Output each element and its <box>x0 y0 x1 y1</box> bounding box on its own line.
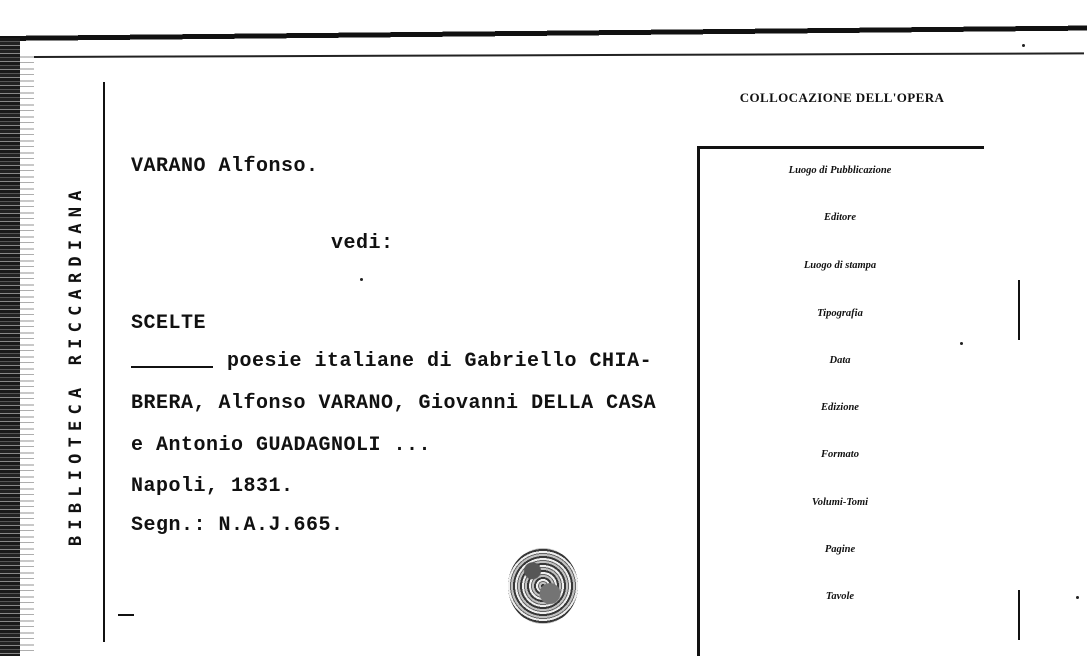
left-margin-rule <box>103 82 105 642</box>
scan-speck <box>1076 596 1079 599</box>
title-heading: SCELTE <box>131 312 207 335</box>
card-left-edge-texture <box>20 56 34 656</box>
author-line: VARANO Alfonso. <box>131 155 319 178</box>
field-tavole: Tavole <box>825 591 855 602</box>
collocation-heading: COLLOCAZIONE DELL'OPERA <box>739 90 945 105</box>
field-edizione: Edizione <box>821 402 859 413</box>
scan-speck <box>960 342 963 345</box>
description-text-1: poesie italiane di Gabriello CHIA- <box>227 350 653 373</box>
repeat-title-blank <box>131 366 213 368</box>
shelfmark: Segn.: N.A.J.665. <box>131 514 344 537</box>
right-edge-mark-lower <box>1018 590 1020 640</box>
card-left-edge <box>0 38 20 656</box>
scan-speck <box>1022 44 1025 47</box>
card-top-rule <box>34 52 1084 58</box>
field-luogo-stampa: Luogo di stampa <box>803 260 877 271</box>
margin-mark <box>118 614 134 616</box>
field-volumi-tomi: Volumi-Tomi <box>811 497 869 508</box>
field-data: Data <box>829 355 851 366</box>
description-line-1 <box>131 350 652 373</box>
field-formato: Formato <box>821 449 859 460</box>
see-label: vedi: <box>331 232 394 255</box>
field-editore: Editore <box>823 212 857 223</box>
field-luogo-pubblicazione: Luogo di Pubblicazione <box>788 165 892 176</box>
description-line-3: e Antonio GUADAGNOLI ... <box>131 434 432 457</box>
description-line-2: BRERA, Alfonso VARANO, Giovanni DELLA CASA <box>131 392 657 415</box>
right-edge-mark <box>1018 280 1020 340</box>
field-tipografia: Tipografia <box>817 308 863 319</box>
library-label: BIBLIOTECA RICCARDIANA <box>66 184 86 546</box>
library-stamp-icon <box>508 548 578 624</box>
field-pagine: Pagine <box>824 544 856 555</box>
scan-speck <box>360 278 363 281</box>
card-top-border <box>0 24 1087 44</box>
place-date: Napoli, 1831. <box>131 475 294 498</box>
